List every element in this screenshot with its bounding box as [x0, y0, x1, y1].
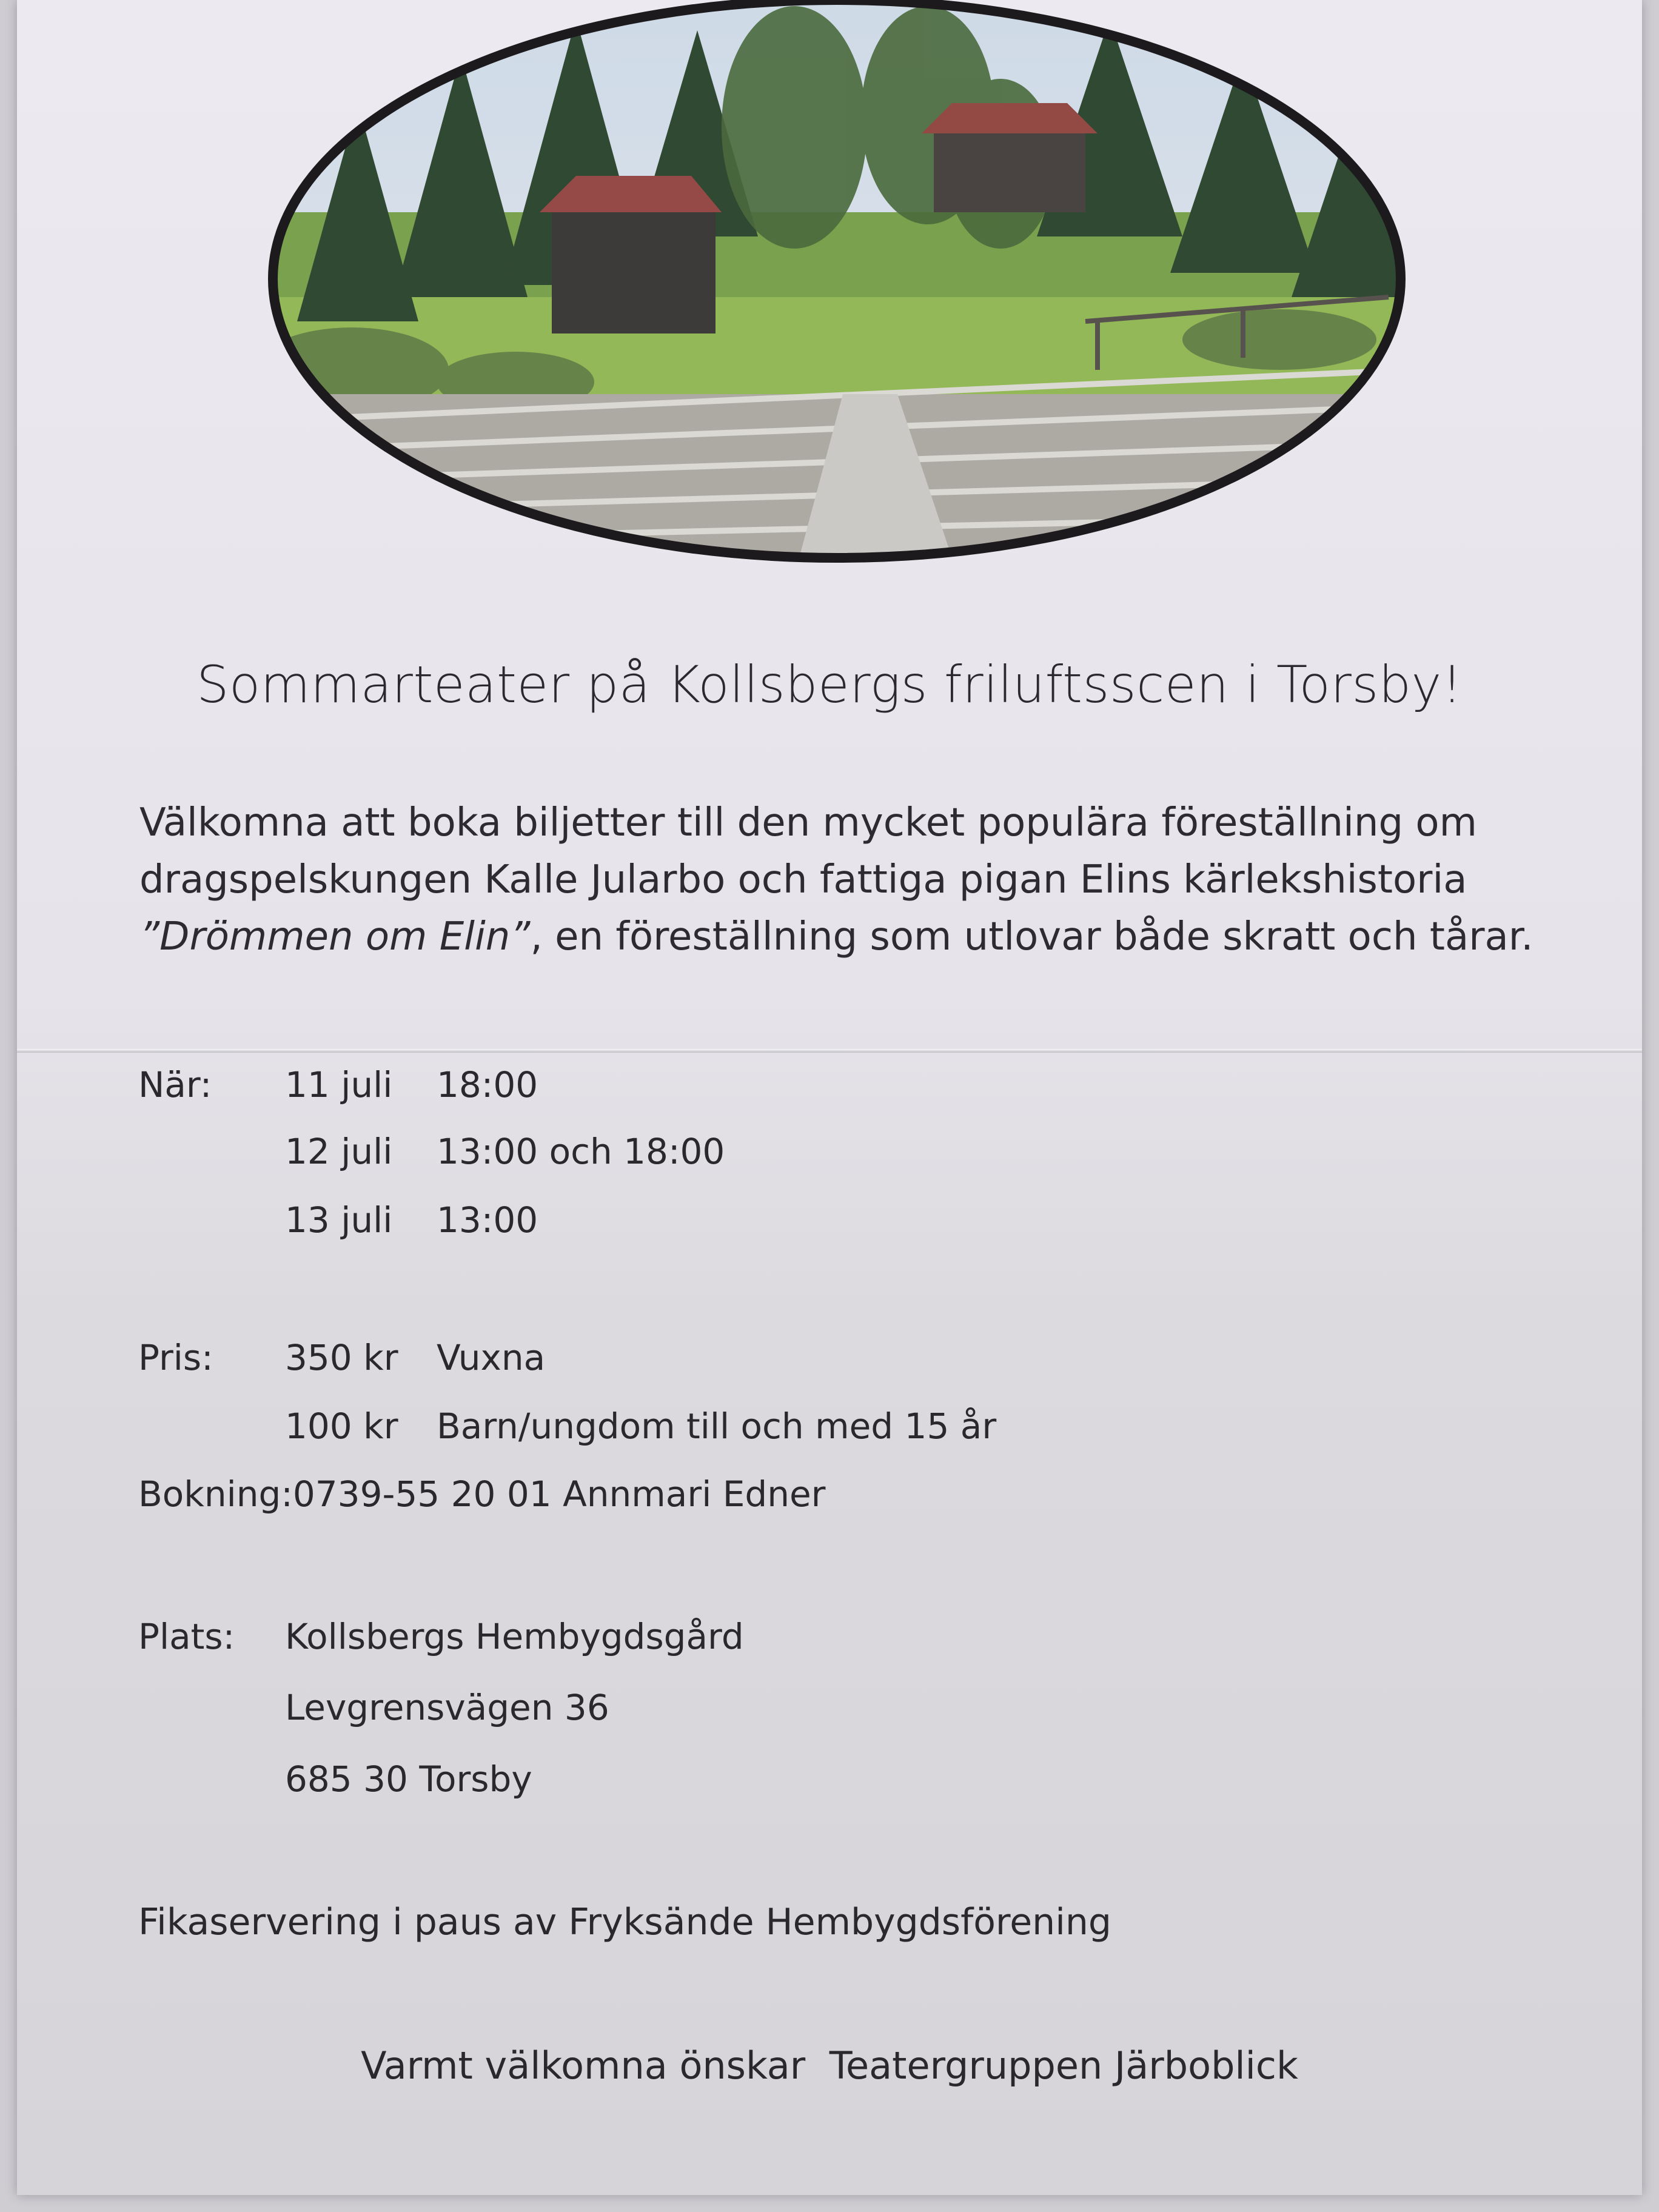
intro-line-3-rest: , en föreställning som utlovar både skratt och tårar.: [530, 914, 1533, 959]
intro-text: [139, 794, 1534, 965]
place-label: Plats:: [138, 1616, 235, 1657]
price-label: Pris:: [138, 1337, 213, 1378]
place-line-3: 685 30 Torsby: [285, 1758, 532, 1800]
intro-line-1: Välkomna att boka biljetter till den mycket populära föreställning om: [139, 800, 1477, 845]
booking-label: Bokning:: [138, 1473, 293, 1515]
when-date-1: 11 juli: [285, 1064, 393, 1105]
price-amount-child: 100 kr: [285, 1406, 398, 1447]
poster-title: Sommarteater på Kollsbergs friluftsscen i Torsby!: [196, 655, 1463, 714]
intro-line-3: [139, 908, 1534, 965]
price-amount-adult: 350 kr: [285, 1337, 398, 1378]
fika-note: Fikaservering i paus av Fryksände Hembygdsförening: [138, 1901, 1111, 1943]
paper-fold: [17, 1049, 1642, 1053]
when-time-1: 18:00: [437, 1064, 538, 1105]
when-date-3: 13 juli: [285, 1199, 393, 1241]
price-who-adult: Vuxna: [437, 1337, 546, 1378]
closing-greeting: Varmt välkomna önskar Teatergruppen Järboblick: [361, 2043, 1298, 2088]
when-time-3: 13:00: [437, 1199, 538, 1241]
price-who-child: Barn/ungdom till och med 15 år: [437, 1406, 997, 1447]
when-date-2: 12 juli: [285, 1131, 393, 1172]
place-line-2: Levgrensvägen 36: [285, 1687, 609, 1728]
place-line-1: Kollsbergs Hembygdsgård: [285, 1616, 744, 1657]
booking-line: [138, 1473, 826, 1515]
show-title: ”Drömmen om Elin”: [139, 914, 531, 959]
header-photo: [261, 0, 1413, 576]
intro-line-2: dragspelskungen Kalle Jularbo och fattiga pigan Elins kärlekshistoria: [139, 857, 1467, 902]
booking-value: 0739-55 20 01 Annmari Edner: [292, 1473, 826, 1515]
when-label: När:: [138, 1064, 212, 1105]
when-time-2: 13:00 och 18:00: [437, 1131, 725, 1172]
